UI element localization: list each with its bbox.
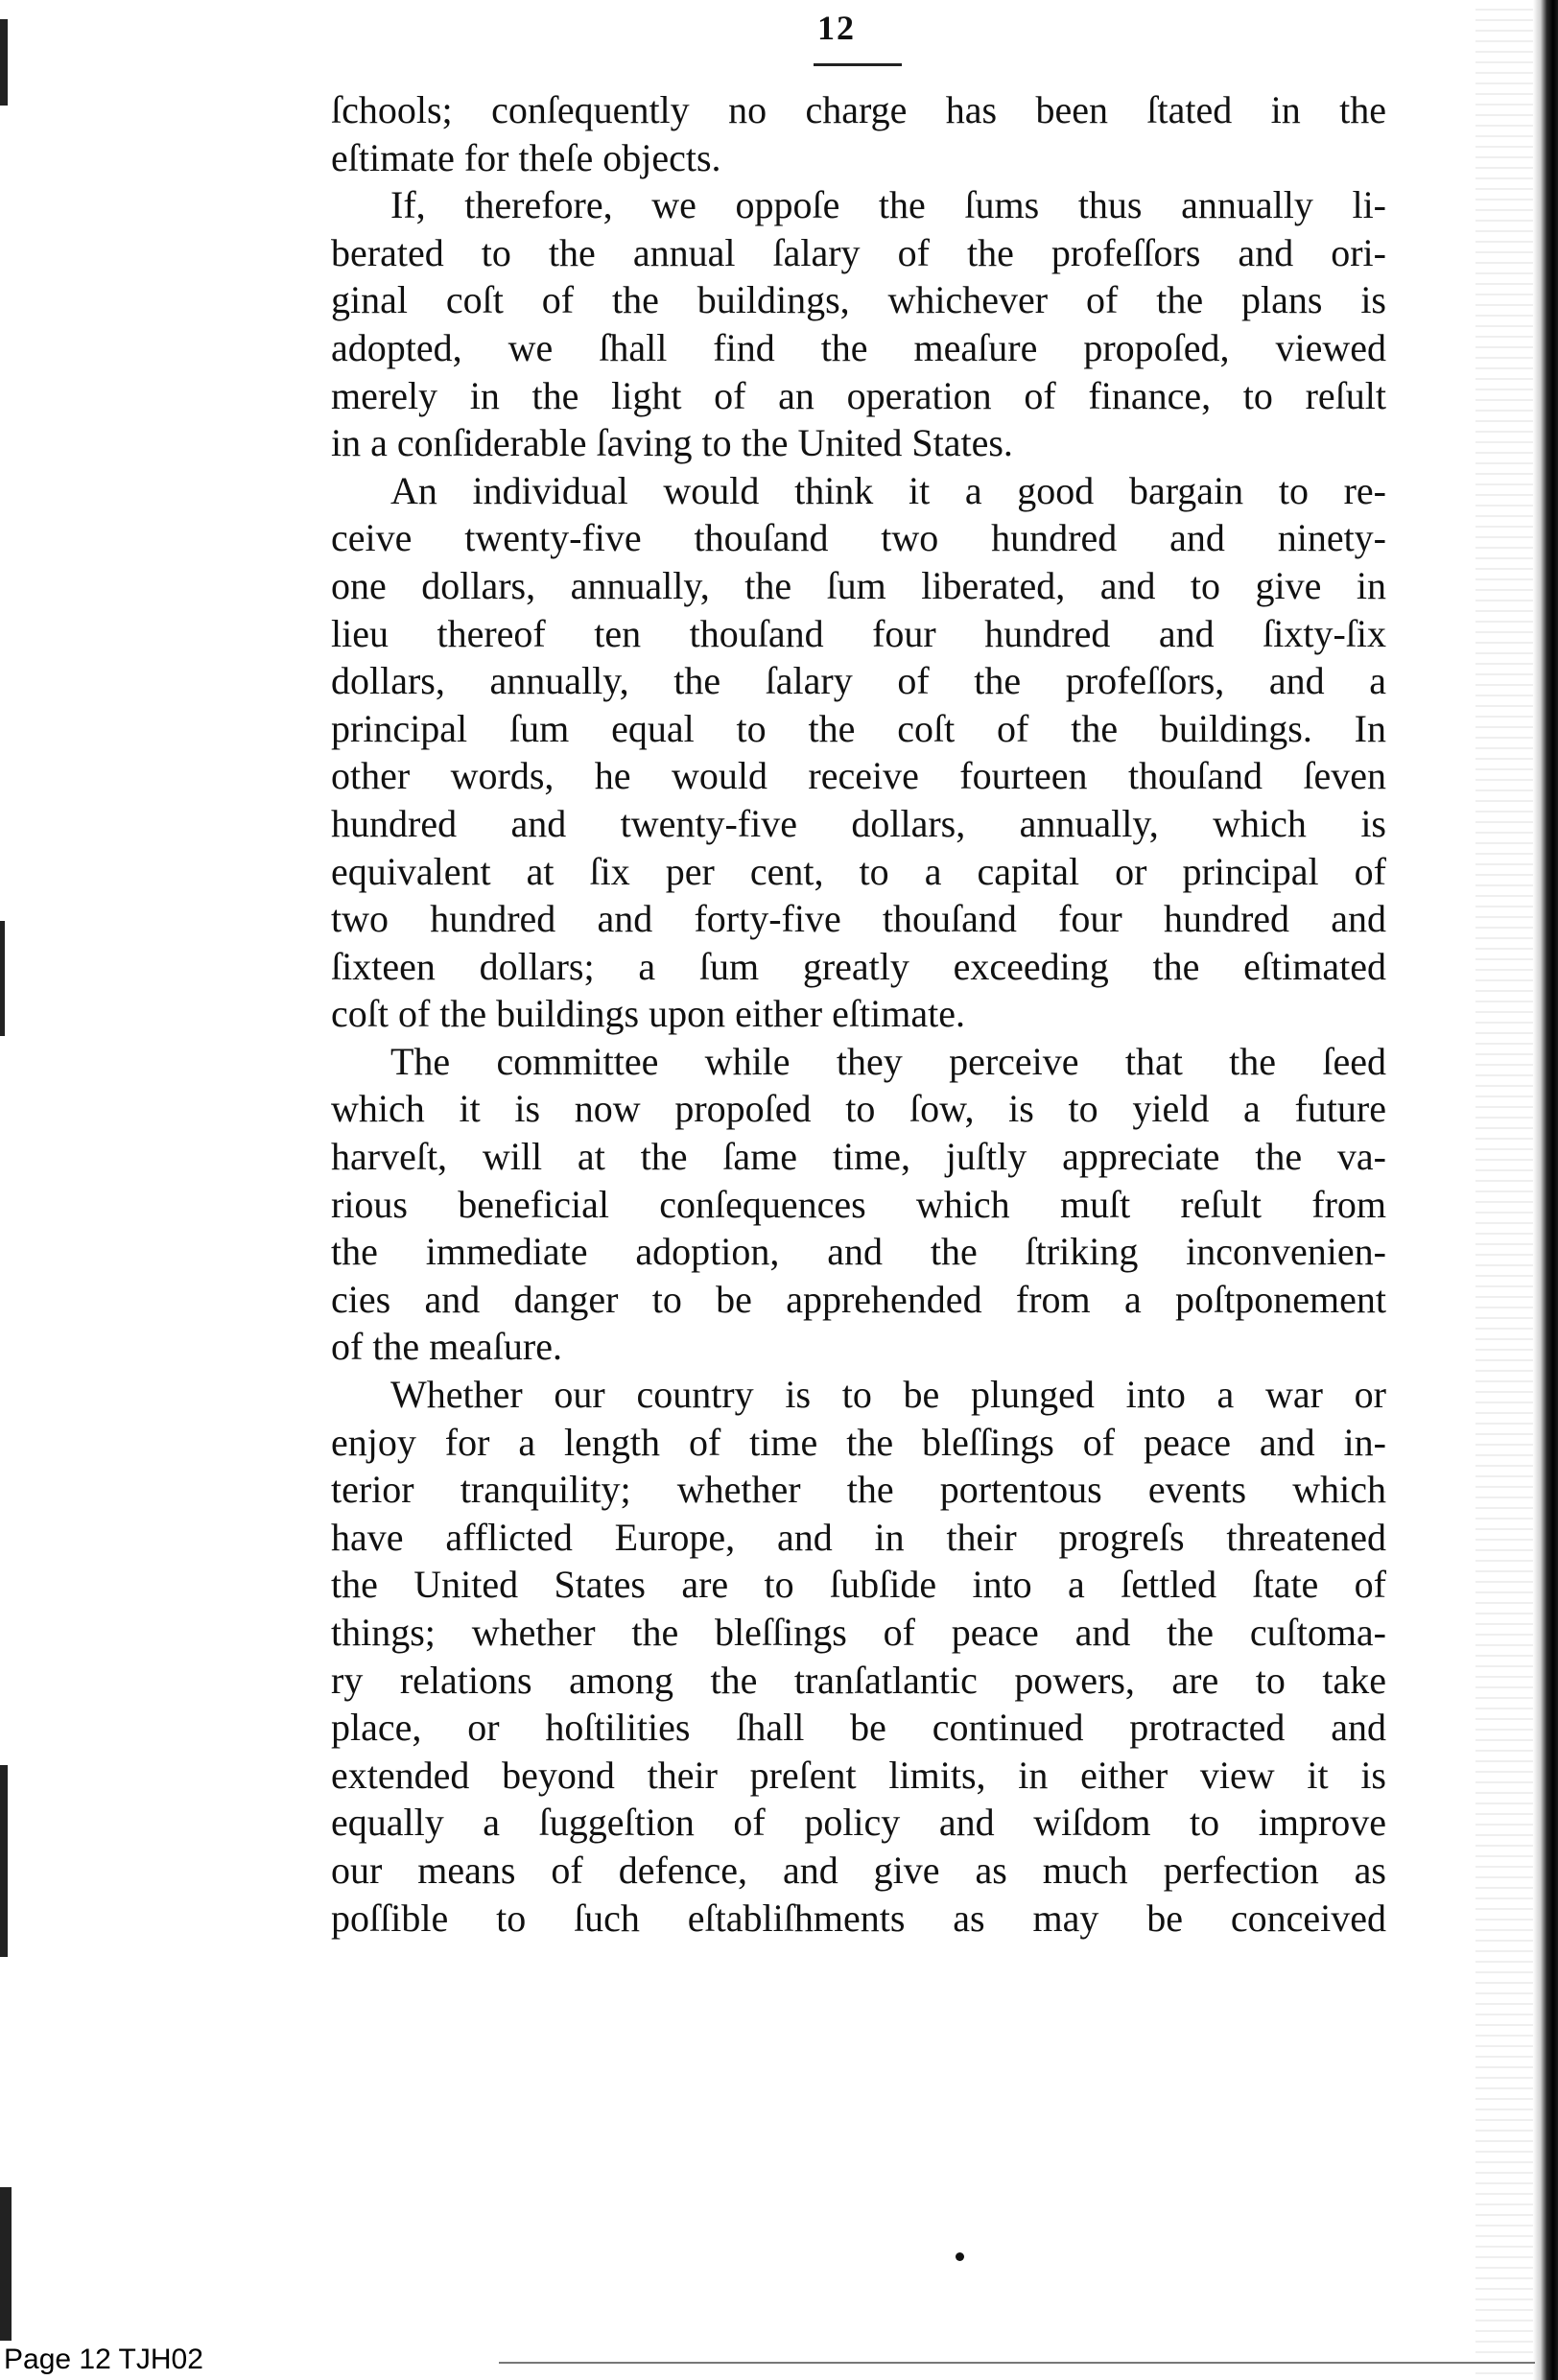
bottom-rule [499,2362,1535,2364]
text-line: ſchools; conſequently no charge has been ſtated in the [331,88,1386,131]
text-line: adopted, we ſhall find the meaſure propoſed, viewed [331,325,1386,369]
text-line: merely in the light of an operation of finance, to reſult [331,373,1386,417]
text-line: hundred and twenty-five dollars, annually, which is [331,801,1386,845]
text-line: the United States are to ſubſide into a ſettled ſtate of [331,1563,1386,1607]
scan-edge-right [1533,0,1558,2380]
text-line: cies and danger to be apprehended from a poſtponement [331,1277,1386,1321]
text-line: of the meaſure. [331,1325,562,1369]
text-line: poſſible to ſuch eſtabliſhments as may be conceived [331,1896,1386,1940]
text-line: berated to the annual ſalary of the profeſſors and ori- [331,230,1386,274]
text-line: have afflicted Europe, and in their progreſs threatened [331,1515,1386,1559]
text-line: If, therefore, we oppoſe the ſums thus annually li- [390,183,1386,227]
paragraph [331,1371,1386,1942]
text-line: two hundred and forty-five thouſand four hundred and [331,897,1386,941]
text-line: An individual would think it a good bargain to re- [390,468,1386,512]
text-line: in a conſiderable ſaving to the United States. [331,421,1013,465]
text-line: equivalent at ſix per cent, to a capital or principal of [331,849,1386,893]
text-line: the immediate adoption, and the ſtriking inconvenien- [331,1230,1386,1274]
print-mark [956,2252,964,2261]
text-line: principal ſum equal to the coſt of the buildings. In [331,706,1386,750]
text-line: ſixteen dollars; a ſum greatly exceeding the eſtimated [331,944,1386,988]
body-text [331,86,1386,1942]
text-line: dollars, annually, the ſalary of the profeſſors, and a [331,659,1386,703]
scan-edge-left-mark [0,921,5,1036]
text-line: extended beyond their preſent limits, in either view it is [331,1753,1386,1797]
text-line: ry relations among the tranſatlantic powers, are to take [331,1658,1386,1702]
text-line: lieu thereof ten thouſand four hundred and ſixty-ſix [331,611,1386,655]
text-line: things; whether the bleſſings of peace and the cuſtoma- [331,1611,1386,1654]
paragraph [331,86,1386,181]
footer-page-label: Page 12 TJH02 [2,2344,209,2376]
text-line: other words, he would receive fourteen thouſand ſeven [331,754,1386,798]
text-line: The committee while they perceive that the ſeed [390,1039,1386,1083]
scan-edge-shadow [1475,0,1533,2380]
scan-edge-left-mark [0,2187,12,2341]
header-rule [814,63,902,66]
text-line: rious beneficial conſequences which muſt reſult from [331,1182,1386,1226]
scan-edge-left-mark [0,1765,8,1957]
text-line: enjoy for a length of time the bleſſings of peace and in- [331,1420,1386,1464]
paragraph [331,1038,1386,1371]
text-line: ceive twenty-five thouſand two hundred and ninety- [331,516,1386,560]
text-line: Whether our country is to be plunged into a war or [390,1373,1386,1417]
text-line: coſt of the buildings upon either eſtimate. [331,992,965,1036]
text-line: place, or hoſtilities ſhall be continued protracted and [331,1706,1386,1750]
text-line: terior tranquility; whether the portentous events which [331,1468,1386,1512]
text-line: harveſt, will at the ſame time, juſtly appreciate the va- [331,1135,1386,1179]
text-line: one dollars, annually, the ſum liberated, and to give in [331,563,1386,607]
page-number: 12 [817,9,856,47]
text-line: which it is now propoſed to ſow, is to yield a future [331,1087,1386,1131]
text-line: eſtimate for theſe objects. [331,135,721,179]
paragraph [331,181,1386,467]
text-line: our means of defence, and give as much perfection as [331,1848,1386,1892]
text-line: ginal coſt of the buildings, whichever of the plans is [331,278,1386,322]
text-line: equally a ſuggeſtion of policy and wiſdom to improve [331,1801,1386,1845]
paragraph [331,467,1386,1038]
